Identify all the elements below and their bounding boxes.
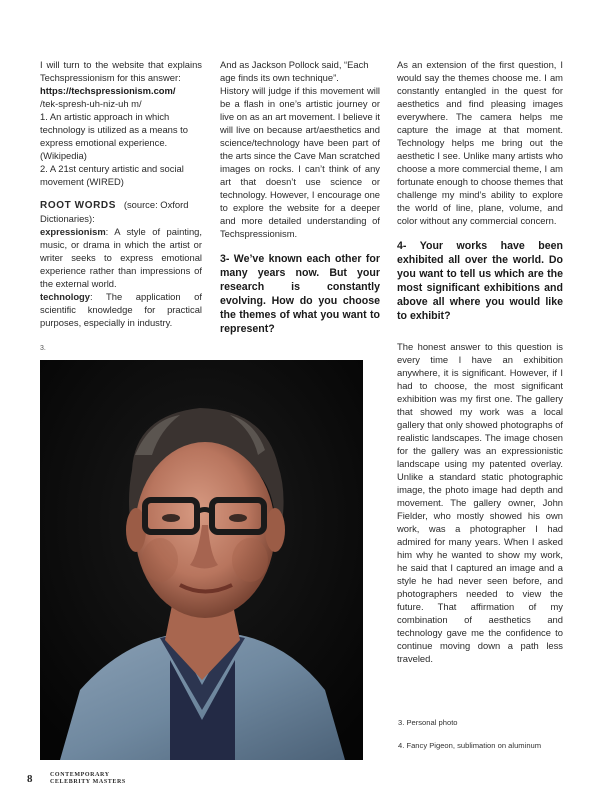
root-words-line: [40, 198, 202, 225]
photo-number: 3.: [40, 345, 46, 352]
answer-4: The honest answer to this question is every time I have an exhibition anywhere, it is significant. However, if I had to choose, the most significant exhibition was my first one. The gallery that showed my work was a local gallery that only showed photographs of realistic landscapes. The image chosen for the gallery was an expressionistic landscape using my patented overlay. Unlike a standard static photographic image, the photo image had depth and movement. The gallery owner, John Fielder, who mostly showed his own work, was a photographer I had admired for many years. When I asked him why he wanted to show my work, he said that I captured an image and a style he had never seen before, and photographers needed to view the future. That affirmation of my combination of aesthetics and technology gave me the confidence to continue moving down a path less traveled.: [397, 341, 563, 664]
column-3: [397, 58, 563, 323]
column-1: [40, 58, 202, 329]
term-1-definition: : A style of painting, music, or drama in which the artist or writer seeks to express emotional experience rather than impressions of the external world.: [40, 226, 202, 289]
term-2-definition: : The application of scientific knowledge for practical purposes, especially in industry.: [40, 291, 202, 328]
definition-2: 2. A 21st century artistic and social movement (WIRED): [40, 163, 184, 187]
history-paragraph: History will judge if this movement will be a flash in one’s artistic journey or live on as an art movement. I believe it will live on because art/aesthetics and science/technology have been part of the arts since the Cave Man scratched images on rocks. I can’t think of any art that doesn’t use science or technology. However, I encourage one to explore the website for a deeper and more detailed understanding of Techspressionism.: [220, 85, 380, 239]
term-expressionism: [40, 225, 202, 290]
question-3: 3- We’ve known each other for many years now. But your research is constantly evolving. How do you choose the themes of what you want to represent?: [220, 253, 380, 335]
portrait-photo: [40, 360, 363, 760]
term-1: expressionism: [40, 226, 106, 237]
root-words-source: (source: Oxford Dictionaries):: [40, 199, 189, 224]
magazine-line-1: CONTEMPORARY: [50, 772, 110, 778]
caption-4: 4. Fancy Pigeon, sublimation on aluminum: [398, 741, 542, 750]
magazine-line-2: CELEBRITY MASTERS: [50, 779, 126, 785]
answer-3: As an extension of the first question, I would say the themes choose me. I am constantly entangled in the quest for aesthetics and find pleasing images everywhere. The camera helps me capture the image at that moment. Technology helps me bring out the aesthetic I see. Unlike many artists who choose a more commercial theme, I am fortunate enough to choose themes that challenge my mind’s ability to explore the world of line, plane, volume, and color without any commercial concern.: [397, 59, 563, 226]
column-2: [220, 58, 380, 336]
page-number: 8: [27, 773, 33, 785]
pollock-quote: And as Jackson Pollock said, “Each age finds its own technique”.: [220, 59, 369, 83]
question-4: 4- Your works have been exhibited all over the world. Do you want to tell us which are the most significant exhibitions and above all where you would like to exhibit?: [397, 240, 563, 322]
portrait-illustration: [40, 360, 363, 760]
magazine-name: [50, 772, 126, 786]
caption-3: 3. Personal photo: [398, 718, 458, 727]
website-link[interactable]: https://techspressionism.com/: [40, 85, 176, 96]
root-words-heading: ROOT WORDS: [40, 200, 116, 211]
definition-1: 1. An artistic approach in which technology is utilized as a means to express emotional experience. (Wikipedia): [40, 111, 188, 161]
intro-text: I will turn to the website that explains Techspressionism for this answer:: [40, 59, 202, 83]
term-2: technology: [40, 291, 91, 302]
pronunciation: /tek-spresh-uh-niz-uh m/: [40, 98, 142, 109]
term-technology: [40, 290, 202, 329]
answer-4-block: [397, 340, 563, 665]
